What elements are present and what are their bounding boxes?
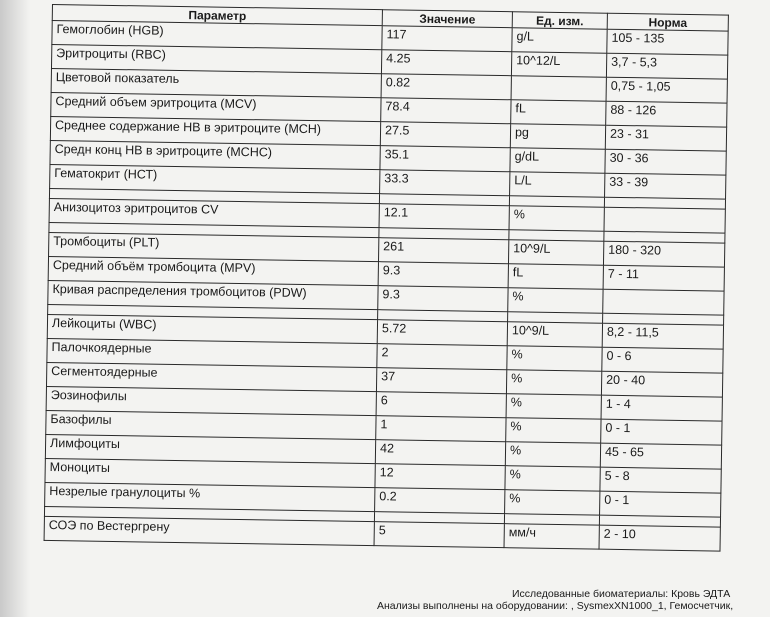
param-cell: Сегментоядерные bbox=[46, 362, 376, 391]
param-cell: Гемоглобин (HGB) bbox=[52, 21, 382, 50]
norm-cell: 88 - 126 bbox=[606, 101, 727, 127]
param-cell: Средний объем эритроцита (MCV) bbox=[51, 92, 381, 121]
unit-cell: % bbox=[508, 288, 603, 313]
unit-cell: 10^12/L bbox=[511, 52, 606, 77]
param-cell: Эозинофилы bbox=[46, 386, 376, 415]
unit-cell: fL bbox=[508, 264, 603, 289]
unit-cell: fL bbox=[511, 100, 606, 125]
value-cell: 5.72 bbox=[377, 320, 507, 346]
unit-cell: % bbox=[506, 418, 601, 443]
norm-cell: 0,75 - 1,05 bbox=[606, 77, 727, 103]
value-cell: 5 bbox=[374, 522, 504, 548]
unit-cell: 10^9/L bbox=[507, 322, 602, 347]
header-value: Значение bbox=[382, 10, 512, 28]
unit-cell: pg bbox=[510, 124, 605, 149]
norm-cell: 1 - 4 bbox=[601, 395, 722, 421]
unit-cell: % bbox=[509, 206, 604, 231]
norm-cell: 105 - 135 bbox=[607, 29, 728, 55]
biomaterial-note: Исследованные биоматериалы: Кровь ЭДТА bbox=[512, 588, 731, 600]
norm-cell: 8,2 - 11,5 bbox=[602, 323, 723, 349]
norm-cell: 20 - 40 bbox=[601, 371, 722, 397]
unit-cell: 10^9/L bbox=[508, 240, 603, 265]
results-table-wrapper bbox=[44, 4, 729, 552]
param-cell: СОЭ по Вестергрену bbox=[44, 516, 374, 545]
value-cell: 6 bbox=[376, 392, 506, 418]
header-param: Параметр bbox=[52, 5, 382, 26]
value-cell: 1 bbox=[376, 416, 506, 442]
unit-cell: g/dL bbox=[510, 148, 605, 173]
header-unit: Ед. изм. bbox=[512, 12, 607, 29]
value-cell: 0.2 bbox=[375, 488, 505, 514]
unit-cell: % bbox=[506, 370, 601, 395]
norm-cell: 0 - 6 bbox=[602, 347, 723, 373]
value-cell: 117 bbox=[382, 26, 512, 52]
norm-cell: 0 - 1 bbox=[601, 419, 722, 445]
param-cell: Лейкоциты (WBC) bbox=[47, 314, 377, 343]
norm-cell bbox=[603, 289, 724, 315]
norm-cell: 3,7 - 5,3 bbox=[606, 53, 727, 79]
param-cell: Эритроциты (RBC) bbox=[51, 45, 381, 74]
param-cell: Среднее содержание НВ в эритроците (МСН) bbox=[50, 116, 380, 145]
norm-cell: 45 - 65 bbox=[600, 443, 721, 469]
unit-cell: g/L bbox=[512, 28, 607, 53]
blood-test-results-table bbox=[44, 4, 729, 552]
value-cell: 2 bbox=[377, 344, 507, 370]
value-cell: 33.3 bbox=[380, 170, 510, 196]
norm-cell bbox=[604, 207, 725, 233]
param-cell: Цветовой показатель bbox=[51, 68, 381, 97]
param-cell: Тромбоциты (PLT) bbox=[49, 232, 379, 261]
value-cell: 27.5 bbox=[380, 122, 510, 148]
norm-cell: 5 - 8 bbox=[600, 467, 721, 493]
unit-cell: % bbox=[506, 394, 601, 419]
param-cell: Палочкоядерные bbox=[47, 338, 377, 367]
unit-cell: % bbox=[505, 466, 600, 491]
norm-cell: 30 - 36 bbox=[605, 149, 726, 175]
page-edge-shadow bbox=[0, 0, 30, 617]
value-cell: 37 bbox=[376, 368, 506, 394]
param-cell: Незрелые гранулоциты % bbox=[45, 482, 375, 511]
unit-cell bbox=[511, 76, 606, 101]
param-cell: Средний объём тромбоцита (MPV) bbox=[48, 256, 378, 285]
unit-cell: L/L bbox=[510, 172, 605, 197]
value-cell: 9.3 bbox=[378, 262, 508, 288]
value-cell: 9.3 bbox=[378, 286, 508, 312]
value-cell: 4.25 bbox=[381, 50, 511, 76]
header-norm: Норма bbox=[607, 13, 728, 31]
param-cell: Анизоцитоз эритроцитов CV bbox=[49, 198, 379, 227]
param-cell: Средн конц НВ в эритроците (МСНС) bbox=[50, 140, 380, 169]
norm-cell: 180 - 320 bbox=[603, 241, 724, 267]
param-cell: Базофилы bbox=[46, 410, 376, 439]
unit-cell: % bbox=[507, 346, 602, 371]
unit-cell: % bbox=[505, 490, 600, 515]
value-cell: 261 bbox=[378, 238, 508, 264]
unit-cell: % bbox=[505, 442, 600, 467]
value-cell: 78.4 bbox=[381, 98, 511, 124]
norm-cell: 2 - 10 bbox=[599, 525, 720, 551]
norm-cell: 7 - 11 bbox=[603, 265, 724, 291]
value-cell: 12 bbox=[375, 464, 505, 490]
norm-cell: 0 - 1 bbox=[600, 491, 721, 517]
param-cell: Кривая распределения тромбоцитов (PDW) bbox=[48, 280, 378, 309]
norm-cell: 33 - 39 bbox=[605, 173, 726, 199]
value-cell: 42 bbox=[375, 440, 505, 466]
param-cell: Гематокрит (НСТ) bbox=[50, 164, 380, 193]
unit-cell: мм/ч bbox=[504, 524, 599, 549]
equipment-note: Анализы выполнены на оборудовании: , SysmexXN1000_1, Гемосчетчик, bbox=[377, 600, 734, 612]
value-cell: 0.82 bbox=[381, 74, 511, 100]
param-cell: Моноциты bbox=[45, 458, 375, 487]
param-cell: Лимфоциты bbox=[45, 434, 375, 463]
table-body bbox=[44, 21, 728, 552]
norm-cell: 23 - 31 bbox=[605, 125, 726, 151]
value-cell: 12.1 bbox=[379, 204, 509, 230]
value-cell: 35.1 bbox=[380, 146, 510, 172]
